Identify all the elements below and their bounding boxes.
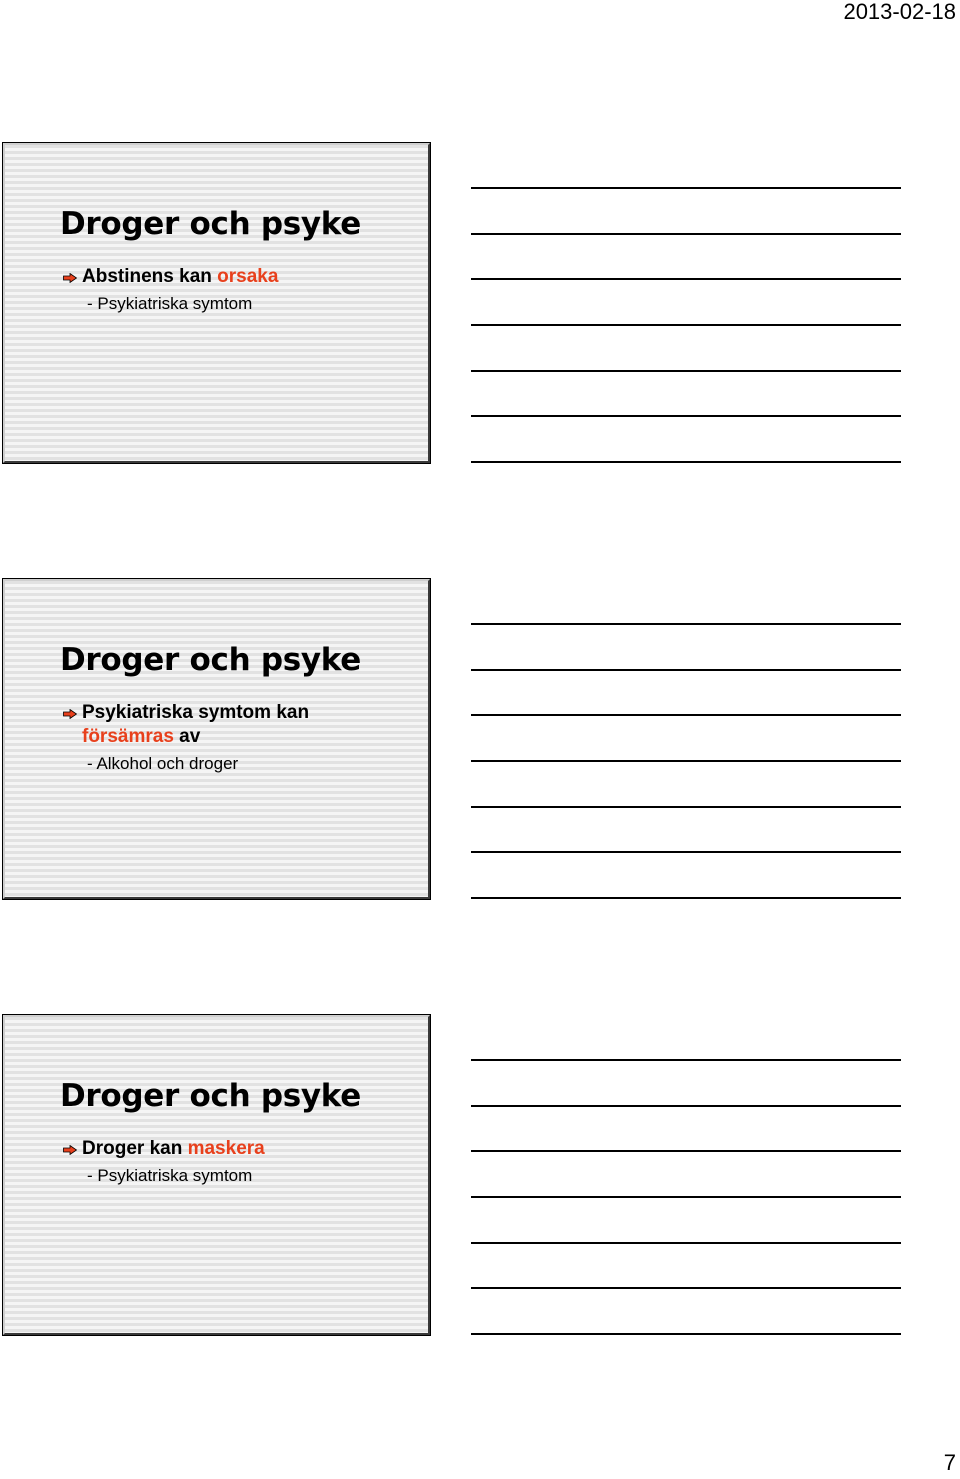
bullet-text <box>82 1137 405 1161</box>
arrow-right-icon <box>63 1145 77 1155</box>
note-line <box>471 760 901 762</box>
bullet-text-start: Abstinens kan <box>82 266 218 287</box>
slide-bullet <box>65 1137 405 1189</box>
note-line <box>471 187 901 189</box>
note-line <box>471 1105 901 1107</box>
bullet-emphasis: maskera <box>187 1138 265 1159</box>
note-line <box>471 1059 901 1061</box>
arrow-right-icon <box>63 709 77 719</box>
note-line <box>471 415 901 417</box>
note-line <box>471 897 901 899</box>
note-line <box>471 669 901 671</box>
bullet-subitem: - Psykiatriska symtom <box>87 1166 253 1185</box>
note-line <box>471 623 901 625</box>
note-line <box>471 1333 901 1335</box>
bullet-text-start: Psykiatriska symtom kan <box>82 702 310 723</box>
note-line <box>471 370 901 372</box>
note-line <box>471 461 901 463</box>
bullet-text-start: Droger kan <box>82 1138 188 1159</box>
slide-title: Droger och psyke <box>60 1078 362 1114</box>
arrow-right-icon <box>63 273 77 283</box>
slide-title: Droger och psyke <box>60 642 362 678</box>
bullet-emphasis: försämras <box>82 726 174 747</box>
bullet-subitem: - Psykiatriska symtom <box>87 294 253 313</box>
bullet-text-end: av <box>173 726 201 747</box>
bullet-emphasis: orsaka <box>217 266 279 287</box>
slide-3 <box>3 1015 430 1335</box>
slide-title: Droger och psyke <box>60 206 362 242</box>
note-line <box>471 851 901 853</box>
note-line <box>471 324 901 326</box>
bullet-subitem: - Alkohol och droger <box>87 754 239 773</box>
slide-bullet <box>65 701 405 777</box>
note-line <box>471 233 901 235</box>
note-line <box>471 1242 901 1244</box>
slide-bullet <box>65 265 405 317</box>
note-line <box>471 806 901 808</box>
page-number: 7 <box>943 1450 956 1475</box>
page-date: 2013-02-18 <box>843 0 956 24</box>
bullet-text <box>82 701 405 749</box>
note-line <box>471 1150 901 1152</box>
note-line <box>471 714 901 716</box>
note-line <box>471 278 901 280</box>
slide-2 <box>3 579 430 899</box>
slide-1 <box>3 143 430 463</box>
note-line <box>471 1196 901 1198</box>
note-line <box>471 1287 901 1289</box>
bullet-text <box>82 265 405 289</box>
